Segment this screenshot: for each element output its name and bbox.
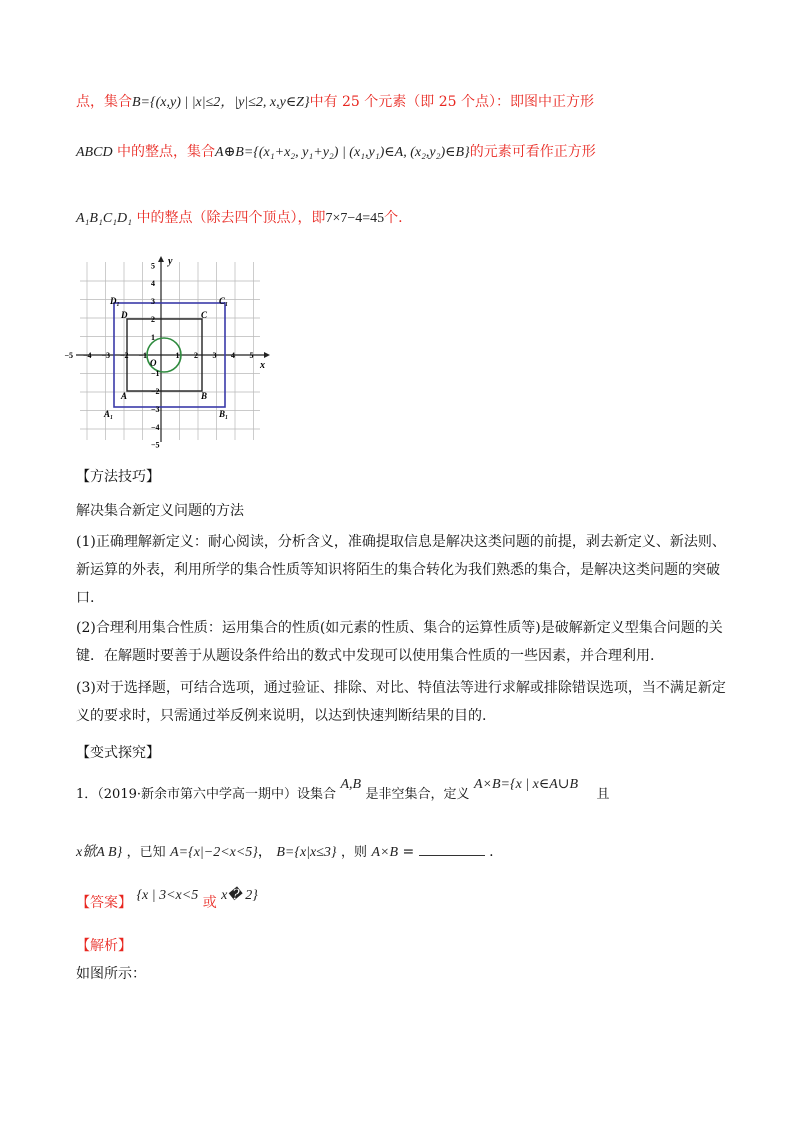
set-sum-formula: A⊕B={(x₁+x₂, y₁+y₂) | (x₁,y₁)∈A, (x₂,y₂)∈B} <box>215 145 470 160</box>
count-formula: 7×7−4=45 <box>325 211 385 226</box>
answer-or: 或 <box>202 895 217 911</box>
square-a1b1c1d1-label: A₁B₁C₁D₁ <box>76 211 133 226</box>
y-tick-label: 5 <box>151 261 155 271</box>
method-paragraph-1: (1)正确理解新定义：耐心阅读，分析含义，准确提取信息是解决这类问题的前提，剥去新定义、新法则、新运算的外表，利用所学的集合性质等知识将陌生的集合转化为我们熟悉的集合，是解决这类问题的突破口. <box>76 534 726 606</box>
intro-line1-text-a: 点，集合 <box>76 94 132 110</box>
intro-line3-text-b: 个. <box>384 210 403 226</box>
y-tick-label: 3 <box>151 297 155 307</box>
y-tick-label: −1 <box>151 368 160 378</box>
question-1-mid: 是非空集合，定义 <box>365 787 470 802</box>
analysis-label: 【解析】 <box>76 938 132 954</box>
x-axis-label: x <box>260 360 265 371</box>
question-1-line-2 <box>76 842 494 863</box>
x-tick-label: −1 <box>138 351 148 360</box>
method-title: 解决集合新定义问题的方法 <box>76 503 244 519</box>
x-tick-label: 1 <box>175 351 180 360</box>
answer-part-2: x� 2} <box>221 888 258 903</box>
square-abcd-label: ABCD <box>76 145 113 160</box>
question-1-prefix: 1．（2019·新余市第六中学高一期中）设集合 <box>76 787 336 802</box>
question-1-and: 且 <box>596 787 610 802</box>
coordinate-figure <box>64 256 270 450</box>
y-axis-label: y <box>168 256 173 267</box>
y-tick-label: 4 <box>151 279 155 289</box>
variant-heading: 【变式探究】 <box>76 745 160 761</box>
point-a-label: A <box>121 391 128 401</box>
y-tick-label: 1 <box>151 333 155 343</box>
y-tick-label: −2 <box>151 386 160 396</box>
intro-line-2 <box>76 142 596 163</box>
question-1-sep: ， <box>257 844 272 860</box>
point-d-label: D <box>121 310 128 320</box>
point-c1-label: C₁ <box>219 296 229 306</box>
question-1-end: . <box>489 844 494 860</box>
intro-line2-text-a: 中的整点，集合 <box>117 144 216 160</box>
method-heading: 【方法技巧】 <box>76 469 160 485</box>
question-1-eq: = <box>402 844 415 860</box>
y-axis-arrow <box>158 256 164 262</box>
x-tick-label: 2 <box>194 351 198 360</box>
product-definition: A×B={x | x∈A∪B <box>473 777 579 792</box>
intro-line1-text-b: 中有 25 个元素（即 25 个点）：即图中正方形 <box>309 94 595 110</box>
x-tick-label: −5 <box>64 351 74 360</box>
analysis-text: 如图所示： <box>76 966 146 982</box>
set-a-definition: A={x|−2<x<5} <box>170 845 258 860</box>
method-paragraph-2: (2)合理利用集合性质：运用集合的性质(如元素的性质、集合的运算性质等)是破解新定义型集合问题的关键．在解题时要善于从题设条件给出的数式中发现可以使用集合性质的一些因素，并合理利用. <box>76 620 723 664</box>
set-b-formula: B={(x,y) | |x|≤2，|y|≤2, x,y∈Z} <box>132 95 310 110</box>
answer-blank[interactable] <box>419 843 485 856</box>
point-a1-label: A₁ <box>104 409 114 419</box>
product-expression: A×B <box>371 845 399 860</box>
answer-line <box>76 888 258 914</box>
origin-label: O <box>150 358 157 368</box>
x-tick-label: 5 <box>249 351 254 360</box>
x-tick-label: 3 <box>212 351 217 360</box>
x-tick-label: 4 <box>231 351 235 360</box>
y-tick-label: −3 <box>151 404 160 414</box>
sets-ab: A,B <box>340 777 362 792</box>
point-d1-label: D₁ <box>110 296 120 306</box>
x-tick-label: −4 <box>83 351 92 360</box>
point-b1-label: B₁ <box>219 409 229 419</box>
set-b-definition: B={x|x≤3} <box>276 845 337 860</box>
intro-line2-text-b: 的元素可看作正方形 <box>469 144 596 160</box>
answer-part-1: {x | 3<x<5 <box>136 888 199 903</box>
intro-line-1 <box>76 92 594 113</box>
x-axis-arrow <box>264 352 270 358</box>
x-tick-label: −2 <box>120 351 129 360</box>
method-paragraph-3: (3)对于选择题，可结合选项，通过验证、排除、对比、特值法等进行求解或排除错误选项，当不满足新定义的要求时，只需通过举反例来说明，以达到快速判断结果的目的. <box>76 680 726 724</box>
question-1-then: ，则 <box>340 845 367 860</box>
y-tick-label: −5 <box>151 440 160 450</box>
point-c-label: C <box>201 310 208 320</box>
answer-label: 【答案】 <box>76 895 132 911</box>
question-1-known: ，已知 <box>126 845 166 860</box>
x-tick-label: −3 <box>101 351 111 360</box>
product-condition: x锨A B} <box>76 845 123 860</box>
question-1-line-1 <box>76 777 610 805</box>
intro-line-3 <box>76 208 403 229</box>
y-tick-label: −4 <box>151 422 160 432</box>
intro-line3-text-a: 中的整点（除去四个顶点），即 <box>136 210 326 226</box>
point-b-label: B <box>201 391 208 401</box>
y-tick-label: 2 <box>151 315 155 325</box>
